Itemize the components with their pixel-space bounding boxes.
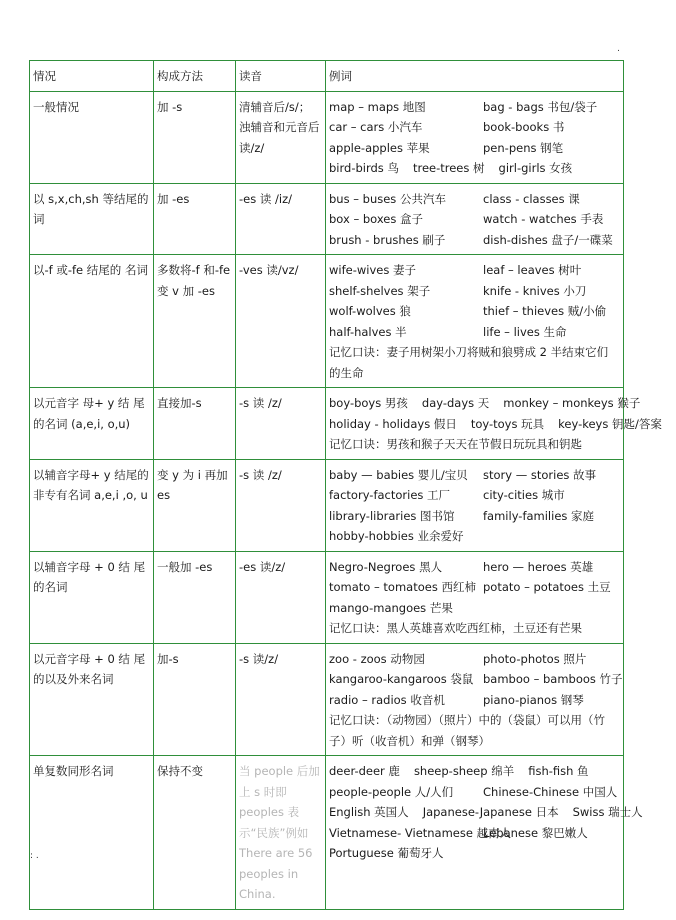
example-word: city-cities 城市 — [483, 488, 565, 502]
example-word: kangaroo-kangaroos 袋鼠 — [329, 672, 474, 686]
header-row — [30, 61, 624, 92]
example-line — [329, 322, 619, 343]
example-line — [329, 577, 619, 598]
example-word: hobby-hobbies 业余爱好 — [329, 529, 464, 543]
memory-tip: 记忆口诀：黑人英雄喜欢吃西红柿，土豆还有芒果 — [329, 621, 582, 635]
example-word: holiday - holidays 假日 — [329, 416, 457, 431]
example-word: bird-birds 鸟 — [329, 161, 399, 175]
example-word: box – boxes 盒子 — [329, 212, 424, 226]
cell-situation: 以辅音字母+ y 结尾的非专有名词 a,e,i ,o, u — [30, 459, 154, 551]
cell-examples — [326, 643, 624, 756]
example-line — [329, 598, 619, 619]
example-word: knife - knives 小刀 — [483, 283, 587, 298]
example-word: map – maps 地图 — [329, 99, 426, 114]
example-line — [329, 117, 619, 138]
example-word: half-halves 半 — [329, 324, 407, 339]
cell-situation: 以元音字 母+ y 结 尾的名词 (a,e,i, o,u) — [30, 388, 154, 460]
header-examples: 例词 — [326, 61, 624, 92]
table-row — [30, 459, 624, 551]
example-word: book-books 书 — [483, 120, 565, 134]
header-method: 构成方法 — [154, 61, 236, 92]
example-word: dish-dishes 盘子/一碟菜 — [483, 232, 613, 247]
example-word: key-keys 钥匙/答案 — [558, 416, 662, 431]
example-line — [329, 506, 619, 527]
example-word: tomato – tomatoes 西红柿 — [329, 580, 476, 594]
table-row — [30, 255, 624, 388]
example-word: fish-fish 鱼 — [528, 764, 589, 778]
cell-pronunciation: -s 读 /z/ — [236, 388, 326, 460]
cell-situation: 单复数同形名词 — [30, 756, 154, 910]
example-word: story — stories 故事 — [483, 467, 597, 482]
example-line — [329, 158, 619, 179]
table-row — [30, 643, 624, 756]
example-line — [329, 414, 662, 435]
example-word: sheep-sheep 绵羊 — [413, 764, 515, 778]
example-word: watch - watches 手表 — [483, 212, 604, 226]
example-word: life – lives 生命 — [483, 324, 567, 339]
example-line — [329, 557, 619, 578]
example-word: toy-toys 玩具 — [470, 416, 545, 431]
example-word: zoo - zoos 动物园 — [329, 651, 425, 666]
example-line — [329, 782, 619, 803]
header-situation: 情况 — [30, 61, 154, 92]
example-line — [329, 802, 643, 823]
cell-method: 多数将-f 和-fe 变 v 加 -es — [154, 255, 236, 388]
cell-examples — [326, 255, 624, 388]
example-word: apple-apples 苹果 — [329, 140, 430, 155]
example-line — [329, 690, 619, 711]
example-line — [329, 823, 619, 844]
cell-method: 变 y 为 i 再加 es — [154, 459, 236, 551]
cell-pronunciation: -es 读 /iz/ — [236, 183, 326, 255]
cell-examples — [326, 388, 662, 460]
example-word: factory-factories 工厂 — [329, 488, 451, 502]
example-word: monkey – monkeys 猴子 — [503, 396, 641, 410]
example-word: bus – buses 公共汽车 — [329, 191, 446, 206]
example-line — [329, 485, 619, 506]
example-word: car – cars 小汽车 — [329, 120, 423, 134]
table-row — [30, 388, 624, 460]
example-word: photo-photos 照片 — [483, 651, 587, 666]
example-line — [329, 669, 623, 690]
cell-method: 一般加 -es — [154, 551, 236, 643]
example-line — [329, 260, 619, 281]
example-line — [329, 843, 619, 864]
example-word: day-days 天 — [421, 396, 490, 410]
cell-pronunciation: 当 people 后加上 s 时即 peoples 表示“民族”例如 There are 56 peoples in China. — [236, 756, 326, 910]
example-word: thief – thieves 贼/小偷 — [483, 304, 607, 318]
example-word: Chinese-Chinese 中国人 — [483, 784, 618, 799]
example-word: tree-trees 树 — [412, 161, 485, 175]
cell-situation: 以辅音字母 + 0 结 尾的名词 — [30, 551, 154, 643]
example-word: wolf-wolves 狼 — [329, 304, 411, 318]
cell-examples — [326, 459, 624, 551]
cell-method: 加 -s — [154, 91, 236, 183]
table-row — [30, 756, 624, 910]
example-word: leaf – leaves 树叶 — [483, 263, 582, 277]
table-row — [30, 183, 624, 255]
cell-pronunciation: -ves 读/vz/ — [236, 255, 326, 388]
example-line — [329, 393, 641, 414]
cell-situation: 以-f 或-fe 结尾的 名词 — [30, 255, 154, 388]
cell-method: 加 -es — [154, 183, 236, 255]
page-mark-bottom: : . — [30, 851, 39, 861]
cell-method: 加-s — [154, 643, 236, 756]
header-pronunciation: 读音 — [236, 61, 326, 92]
example-word: Vietnamese- Vietnamese 越南人 — [329, 825, 512, 840]
example-line — [329, 138, 619, 159]
example-word: baby — babies 婴儿/宝贝 — [329, 467, 468, 482]
example-word: boy-boys 男孩 — [329, 396, 408, 410]
example-word: Portuguese 葡萄牙人 — [329, 846, 444, 860]
example-word: class - classes 课 — [483, 191, 580, 206]
example-word: girl-girls 女孩 — [498, 161, 573, 175]
plural-rules-table — [29, 60, 662, 910]
cell-examples — [326, 91, 624, 183]
example-line — [329, 189, 619, 210]
example-word: piano-pianos 钢琴 — [483, 692, 584, 707]
cell-pronunciation: -s 读/z/ — [236, 643, 326, 756]
example-line — [329, 465, 619, 486]
example-line — [329, 301, 619, 322]
example-word: bag - bags 书包/袋子 — [483, 99, 598, 114]
example-word: brush - brushes 刷子 — [329, 232, 446, 247]
example-line — [329, 649, 619, 670]
cell-situation: 一般情况 — [30, 91, 154, 183]
example-word: Swiss 瑞士人 — [572, 805, 643, 819]
memory-tip: 记忆口诀：妻子用树架小刀将贼和狼劈成 2 半结束它们的生命 — [329, 345, 609, 380]
example-word: shelf-shelves 架子 — [329, 283, 431, 298]
cell-situation: 以元音字母 + 0 结 尾的以及外来名词 — [30, 643, 154, 756]
example-word: family-families 家庭 — [483, 508, 595, 523]
example-line — [329, 761, 619, 782]
example-word: Negro-Negroes 黑人 — [329, 559, 443, 574]
example-word: people-people 人/人们 — [329, 784, 454, 799]
cell-situation: 以 s,x,ch,sh 等结尾的词 — [30, 183, 154, 255]
cell-pronunciation: 清辅音后/s/；浊辅音和元音后读/z/ — [236, 91, 326, 183]
example-line — [329, 526, 619, 547]
example-word: hero — heroes 英雄 — [483, 559, 594, 574]
page-mark-top: . — [617, 44, 620, 54]
example-line — [329, 281, 619, 302]
table-row — [30, 551, 624, 643]
memory-tip: 记忆口诀：（动物园）（照片）中的（袋鼠）可以用（竹子）听（收音机）和弹（钢琴） — [329, 713, 605, 748]
cell-examples — [326, 183, 624, 255]
example-word: mango-mangoes 芒果 — [329, 600, 453, 615]
example-word: wife-wives 妻子 — [329, 263, 417, 277]
cell-method: 保持不变 — [154, 756, 236, 910]
cell-method: 直接加-s — [154, 388, 236, 460]
example-word: potato – potatoes 土豆 — [483, 580, 611, 594]
example-word: pen-pens 钢笔 — [483, 140, 564, 155]
cell-pronunciation: -es 读/z/ — [236, 551, 326, 643]
memory-tip: 记忆口诀：男孩和猴子天天在节假日玩玩具和钥匙 — [329, 437, 582, 451]
example-word: English 英国人 — [329, 805, 409, 819]
cell-examples — [326, 756, 643, 910]
example-word: library-libraries 图书馆 — [329, 508, 455, 523]
example-word: Japanese-Japanese 日本 — [422, 805, 559, 819]
table-row — [30, 91, 624, 183]
example-line — [329, 97, 619, 118]
cell-examples — [326, 551, 624, 643]
example-word: radio – radios 收音机 — [329, 692, 445, 707]
example-word: Lebanese 黎巴嫩人 — [483, 825, 588, 840]
example-line — [329, 230, 619, 251]
example-line — [329, 209, 619, 230]
example-word: bamboo – bamboos 竹子 — [483, 672, 623, 686]
cell-pronunciation: -s 读 /z/ — [236, 459, 326, 551]
example-word: deer-deer 鹿 — [329, 764, 400, 778]
